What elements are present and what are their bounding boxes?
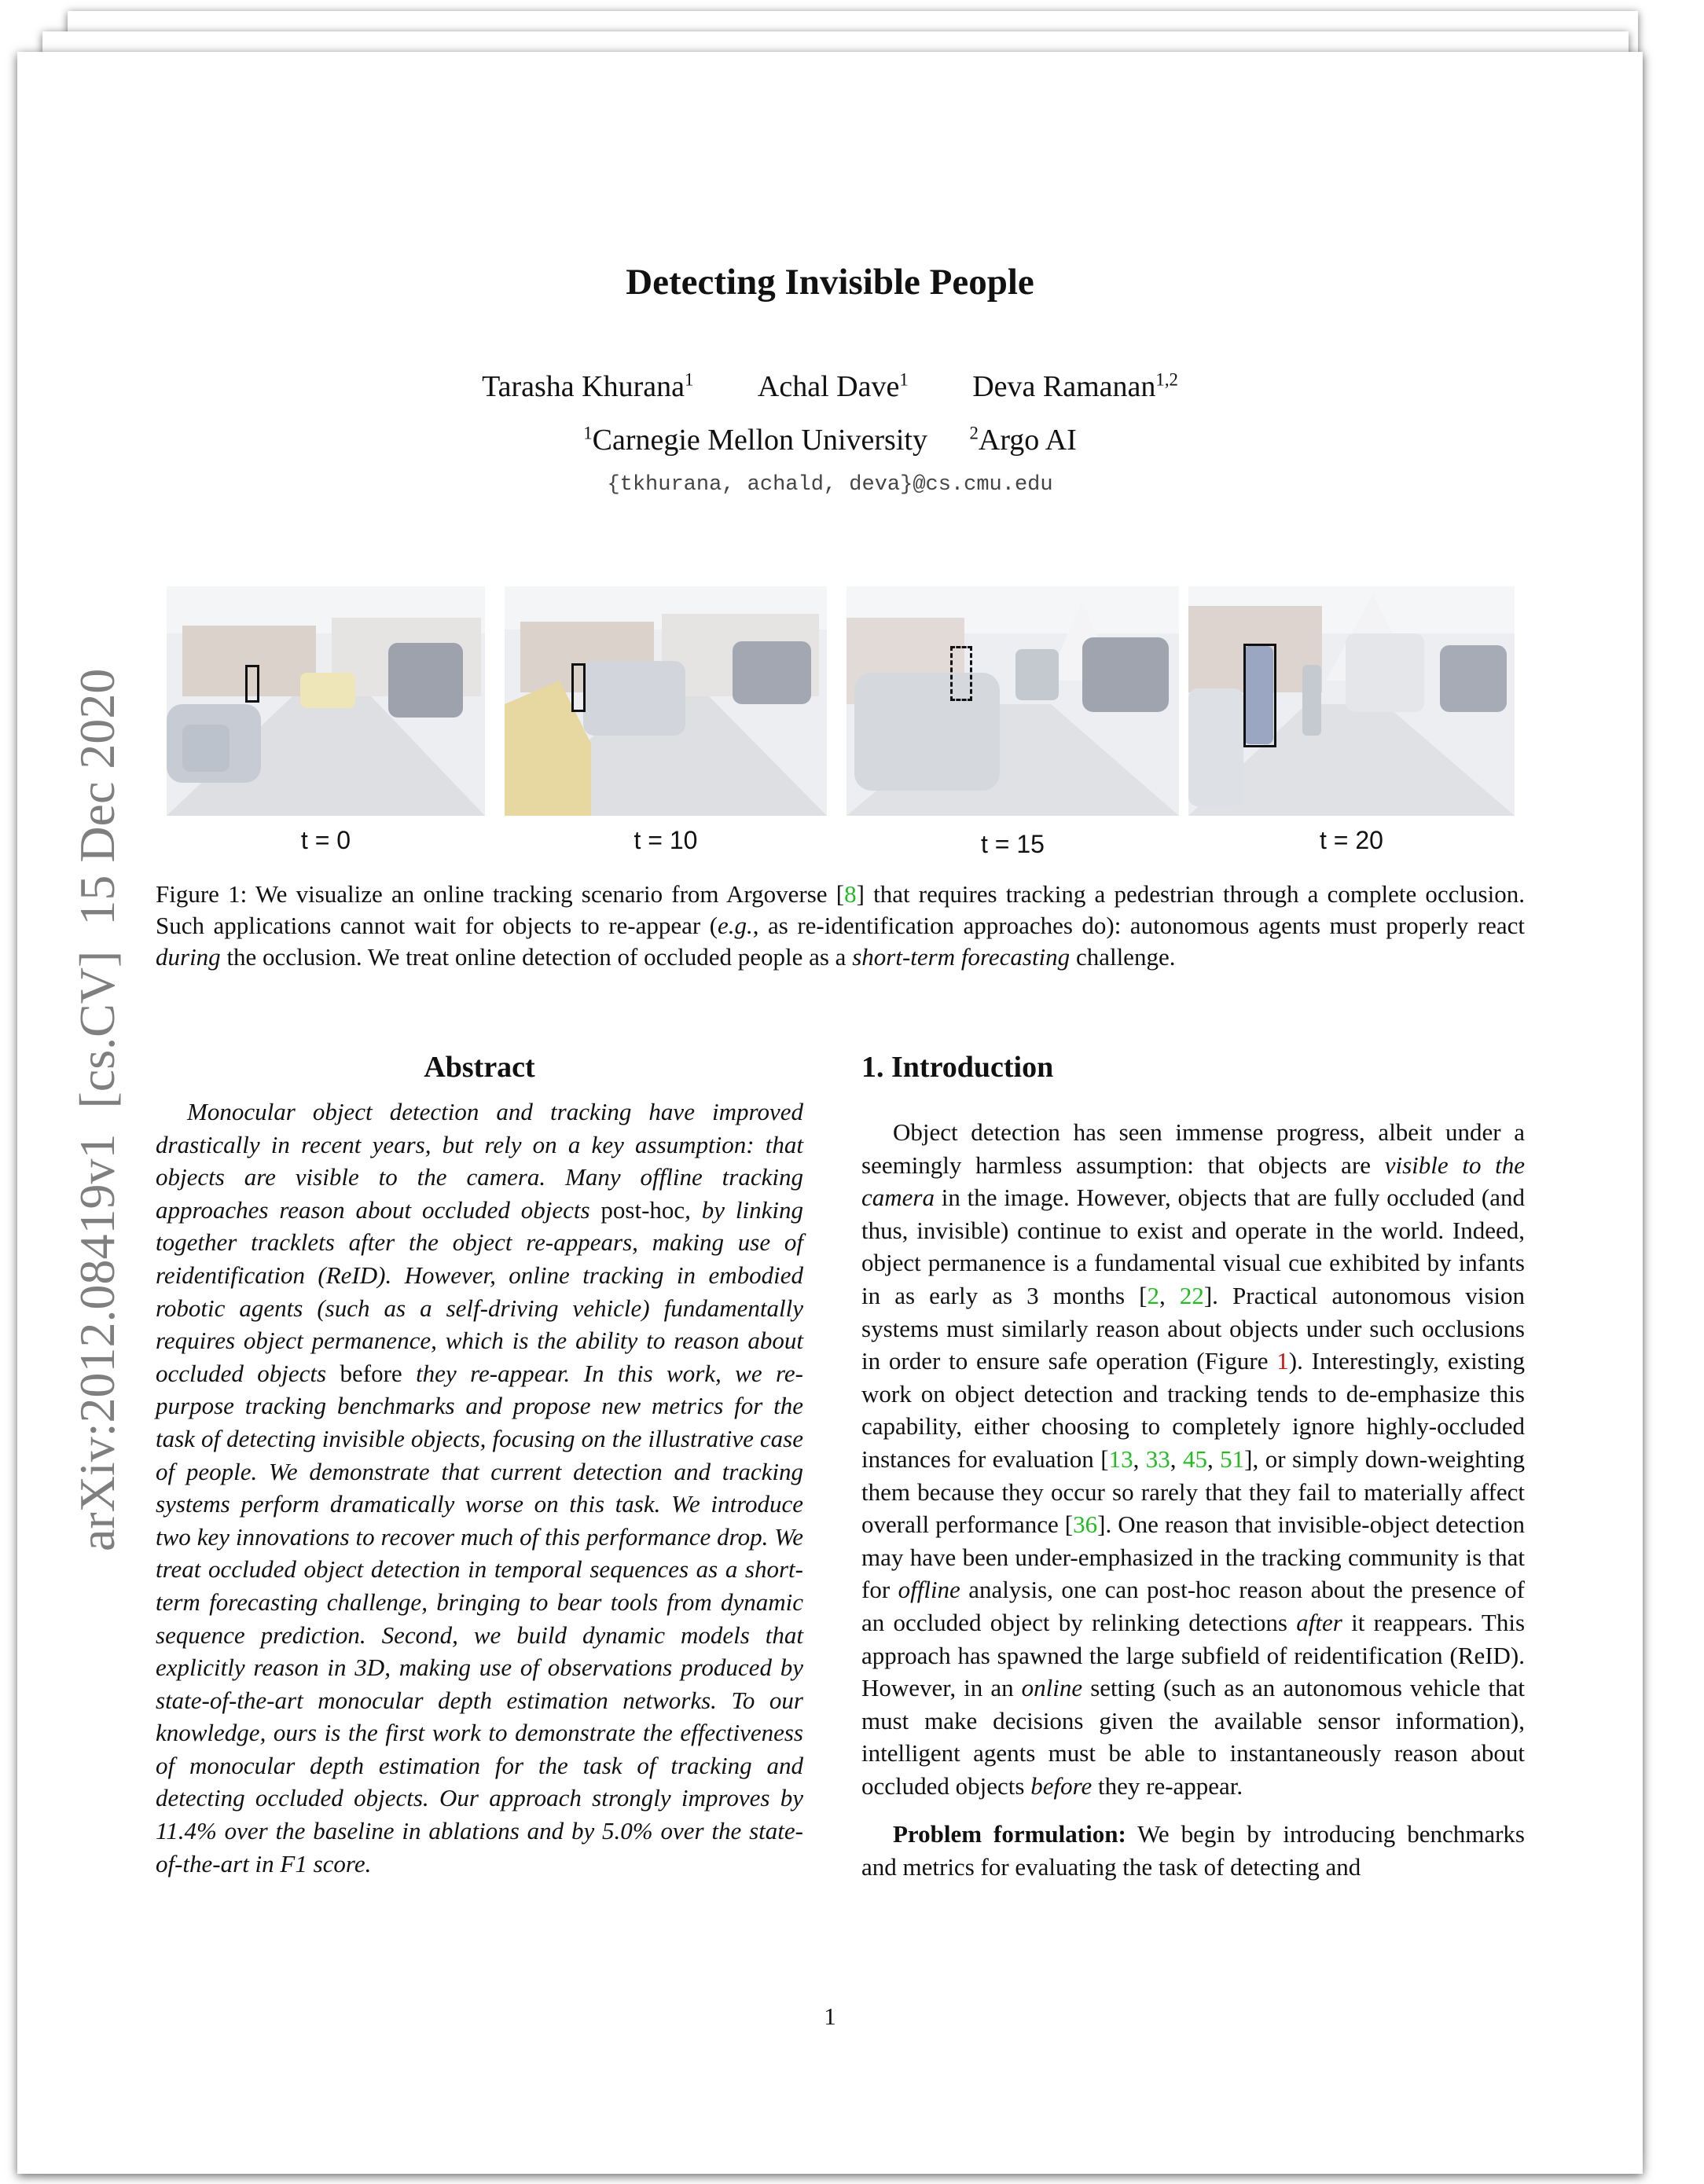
intro-span: after <box>1296 1608 1342 1636</box>
abstract-heading: Abstract <box>424 1051 535 1084</box>
intro-span: they re-appear. <box>1092 1771 1243 1800</box>
frame-time-label: t = 10 <box>633 826 698 854</box>
figure-ref-link[interactable]: 1 <box>1276 1347 1289 1375</box>
paper-page <box>17 52 1643 2174</box>
intro-span: setting (such as an autonomous vehicle that must make decisions given the available sensor information), intelligent agents must be able to instantaneously reason about occluded objects <box>861 1674 1525 1800</box>
author-affil-mark: 1 <box>685 369 694 390</box>
abstract-text <box>156 1096 803 1880</box>
intro-span: , <box>1170 1444 1183 1473</box>
caption-text: short-term forecasting <box>852 943 1071 971</box>
paragraph-lead: Problem formulation: <box>893 1820 1126 1848</box>
intro-span: , <box>1159 1281 1180 1309</box>
intro-span: visible to the camera <box>861 1151 1525 1212</box>
page-number: 1 <box>824 2002 836 2030</box>
street-scene-image <box>1188 586 1515 816</box>
pedestrian-bbox <box>1243 644 1276 747</box>
citation-link[interactable]: 33 <box>1145 1444 1170 1473</box>
intro-span: it reappears. This approach has spawned the large subfield of reidentification (ReID). However, in an <box>861 1608 1526 1702</box>
abstract-span: post-hoc <box>600 1195 685 1224</box>
affiliation-mark: 1 <box>583 423 593 443</box>
intro-span: , <box>1206 1444 1221 1473</box>
left-column <box>156 1050 803 1880</box>
abstract-span: , by linking together tracklets after the object re-appears, making use of reidentification (ReID). However, online tracking in embodied robotic agents (such as a self-driving vehicle) fundamentally requires object permanence, which is the ability to reason about occluded objects <box>156 1195 803 1387</box>
paper-title: Detecting Invisible People <box>626 262 1034 303</box>
citation-link[interactable]: 36 <box>1073 1510 1098 1539</box>
author <box>482 370 693 403</box>
problem-formulation-paragraph <box>861 1818 1525 1883</box>
abstract-span: Monocular object detection and tracking have improved drastically in recent years, but rely on a key assumption: that objects are visible to the camera. Many offline tracking approaches reason about occluded objects <box>156 1098 803 1224</box>
caption-text: the occlusion. We treat online detection of occluded people as a <box>220 943 853 971</box>
figure-frame-image <box>846 586 1179 816</box>
citation-link[interactable]: 45 <box>1182 1444 1207 1473</box>
affiliation-name: Argo AI <box>978 424 1077 457</box>
figure-frame-image <box>505 586 827 816</box>
affiliation-name: Carnegie Mellon University <box>592 424 927 457</box>
arxiv-stamp: arXiv:2012.08419v1 [cs.CV] 15 Dec 2020 <box>69 668 125 1551</box>
citation-link[interactable]: 2 <box>1147 1281 1159 1309</box>
citation-link[interactable]: 13 <box>1108 1444 1133 1473</box>
pedestrian-bbox <box>245 665 259 703</box>
citation-link[interactable]: 22 <box>1179 1281 1204 1309</box>
author <box>758 370 909 403</box>
intro-span: ]. Practical autonomous vision systems must similarly reason about objects under such occlusions in order to ensure safe operation (Figure <box>861 1281 1525 1375</box>
intro-span: ]. One reason that invisible-object detection may have been under-emphasized in the tracking community is that for <box>861 1510 1525 1604</box>
figure-caption <box>156 879 1525 973</box>
intro-span: offline <box>898 1576 960 1604</box>
street-scene-image <box>167 586 485 816</box>
intro-span: ], or simply down-weighting them because they occur so rarely that they fail to materially affect overall performance [ <box>861 1444 1526 1539</box>
caption-text: Figure 1: We visualize an online tracking scenario from Argoverse [ <box>156 880 845 908</box>
intro-span: , <box>1133 1444 1146 1473</box>
abstract-span: they re-appear. In this work, we re-purpose tracking benchmarks and propose new metrics for the task of detecting invisible objects, focusing on the illustrative case of people. We demonstrate that current detection and tracking systems perform dramatically worse on this task. We introduce two key innovations to recover much of this performance drop. We treat occluded object detection in temporal sequences as a short-term forecasting challenge, bringing to bear tools from dynamic sequence prediction. Second, we build dynamic models that explicitly reason in 3D, making use of observations produced by state-of-the-art monocular depth estimation networks. To our knowledge, ours is the first work to demonstrate the effectiveness of monocular depth estimation for the task of tracking and detecting occluded objects. Our approach strongly improves by 11.4% over the baseline in ablations and by 5.0% over the state-of-the-art in F1 score. <box>156 1359 804 1878</box>
figure-frame-image <box>1188 586 1515 816</box>
pedestrian-bbox-occluded <box>950 646 972 701</box>
author <box>972 370 1178 403</box>
caption-text: , as re-identification approaches do): autonomous agents must properly react <box>752 912 1525 939</box>
figure-frame-image <box>167 586 485 816</box>
intro-span: ). Interestingly, existing work on object detection and tracking tends to de-emphasize this capability, either choosing to completely ignore highly-occluded instances for evaluation [ <box>861 1347 1525 1473</box>
caption-text: ] that requires tracking a pedestrian through a complete occlusion. Such applications cannot wait for objects to re-appear ( <box>156 880 1525 939</box>
affiliation <box>583 424 927 457</box>
intro-span: analysis, one can post-hoc reason about the presence of an occluded object by relinking detections <box>861 1576 1525 1636</box>
abstract-span: before <box>340 1359 402 1387</box>
section-heading: 1. Introduction <box>861 1051 1054 1084</box>
street-scene-image <box>505 586 827 816</box>
intro-span: We begin by introducing benchmarks and metrics for evaluating the task of detecting and <box>861 1820 1525 1881</box>
intro-span: Object detection has seen immense progress, albeit under a seemingly harmless assumption: that objects are <box>861 1118 1525 1179</box>
author-name: Tarasha Khurana <box>482 370 685 403</box>
caption-text: during <box>156 943 221 971</box>
intro-span: online <box>1021 1674 1083 1702</box>
author-list <box>17 369 1643 404</box>
citation-link[interactable]: 51 <box>1220 1444 1245 1473</box>
author-name: Deva Ramanan <box>972 370 1156 403</box>
author-emails: {tkhurana, achald, deva}@cs.cmu.edu <box>607 473 1053 497</box>
intro-paragraph <box>861 1116 1525 1802</box>
street-scene-image <box>846 586 1179 816</box>
frame-time-label: t = 0 <box>300 826 351 854</box>
caption-text: challenge. <box>1070 943 1176 971</box>
frame-time-label: t = 15 <box>981 830 1045 858</box>
intro-span: in the image. However, objects that are fully occluded (and thus, invisible) continue to exist and operate in the world. Indeed, object permanence is a fundamental visual cue exhibited by infants in as early as 3 months [ <box>861 1184 1525 1309</box>
author-name: Achal Dave <box>757 370 900 403</box>
affiliation-list <box>17 423 1643 457</box>
caption-text: e.g. <box>718 912 753 939</box>
right-column <box>861 1050 1525 1884</box>
affiliation-mark: 2 <box>969 423 979 443</box>
author-affil-mark: 1,2 <box>1155 369 1178 390</box>
author-affil-mark: 1 <box>899 369 909 390</box>
citation-link[interactable]: 8 <box>844 880 857 908</box>
frame-time-label: t = 20 <box>1320 826 1383 854</box>
intro-span: before <box>1030 1771 1093 1800</box>
affiliation <box>969 424 1076 457</box>
pedestrian-bbox <box>571 663 586 712</box>
